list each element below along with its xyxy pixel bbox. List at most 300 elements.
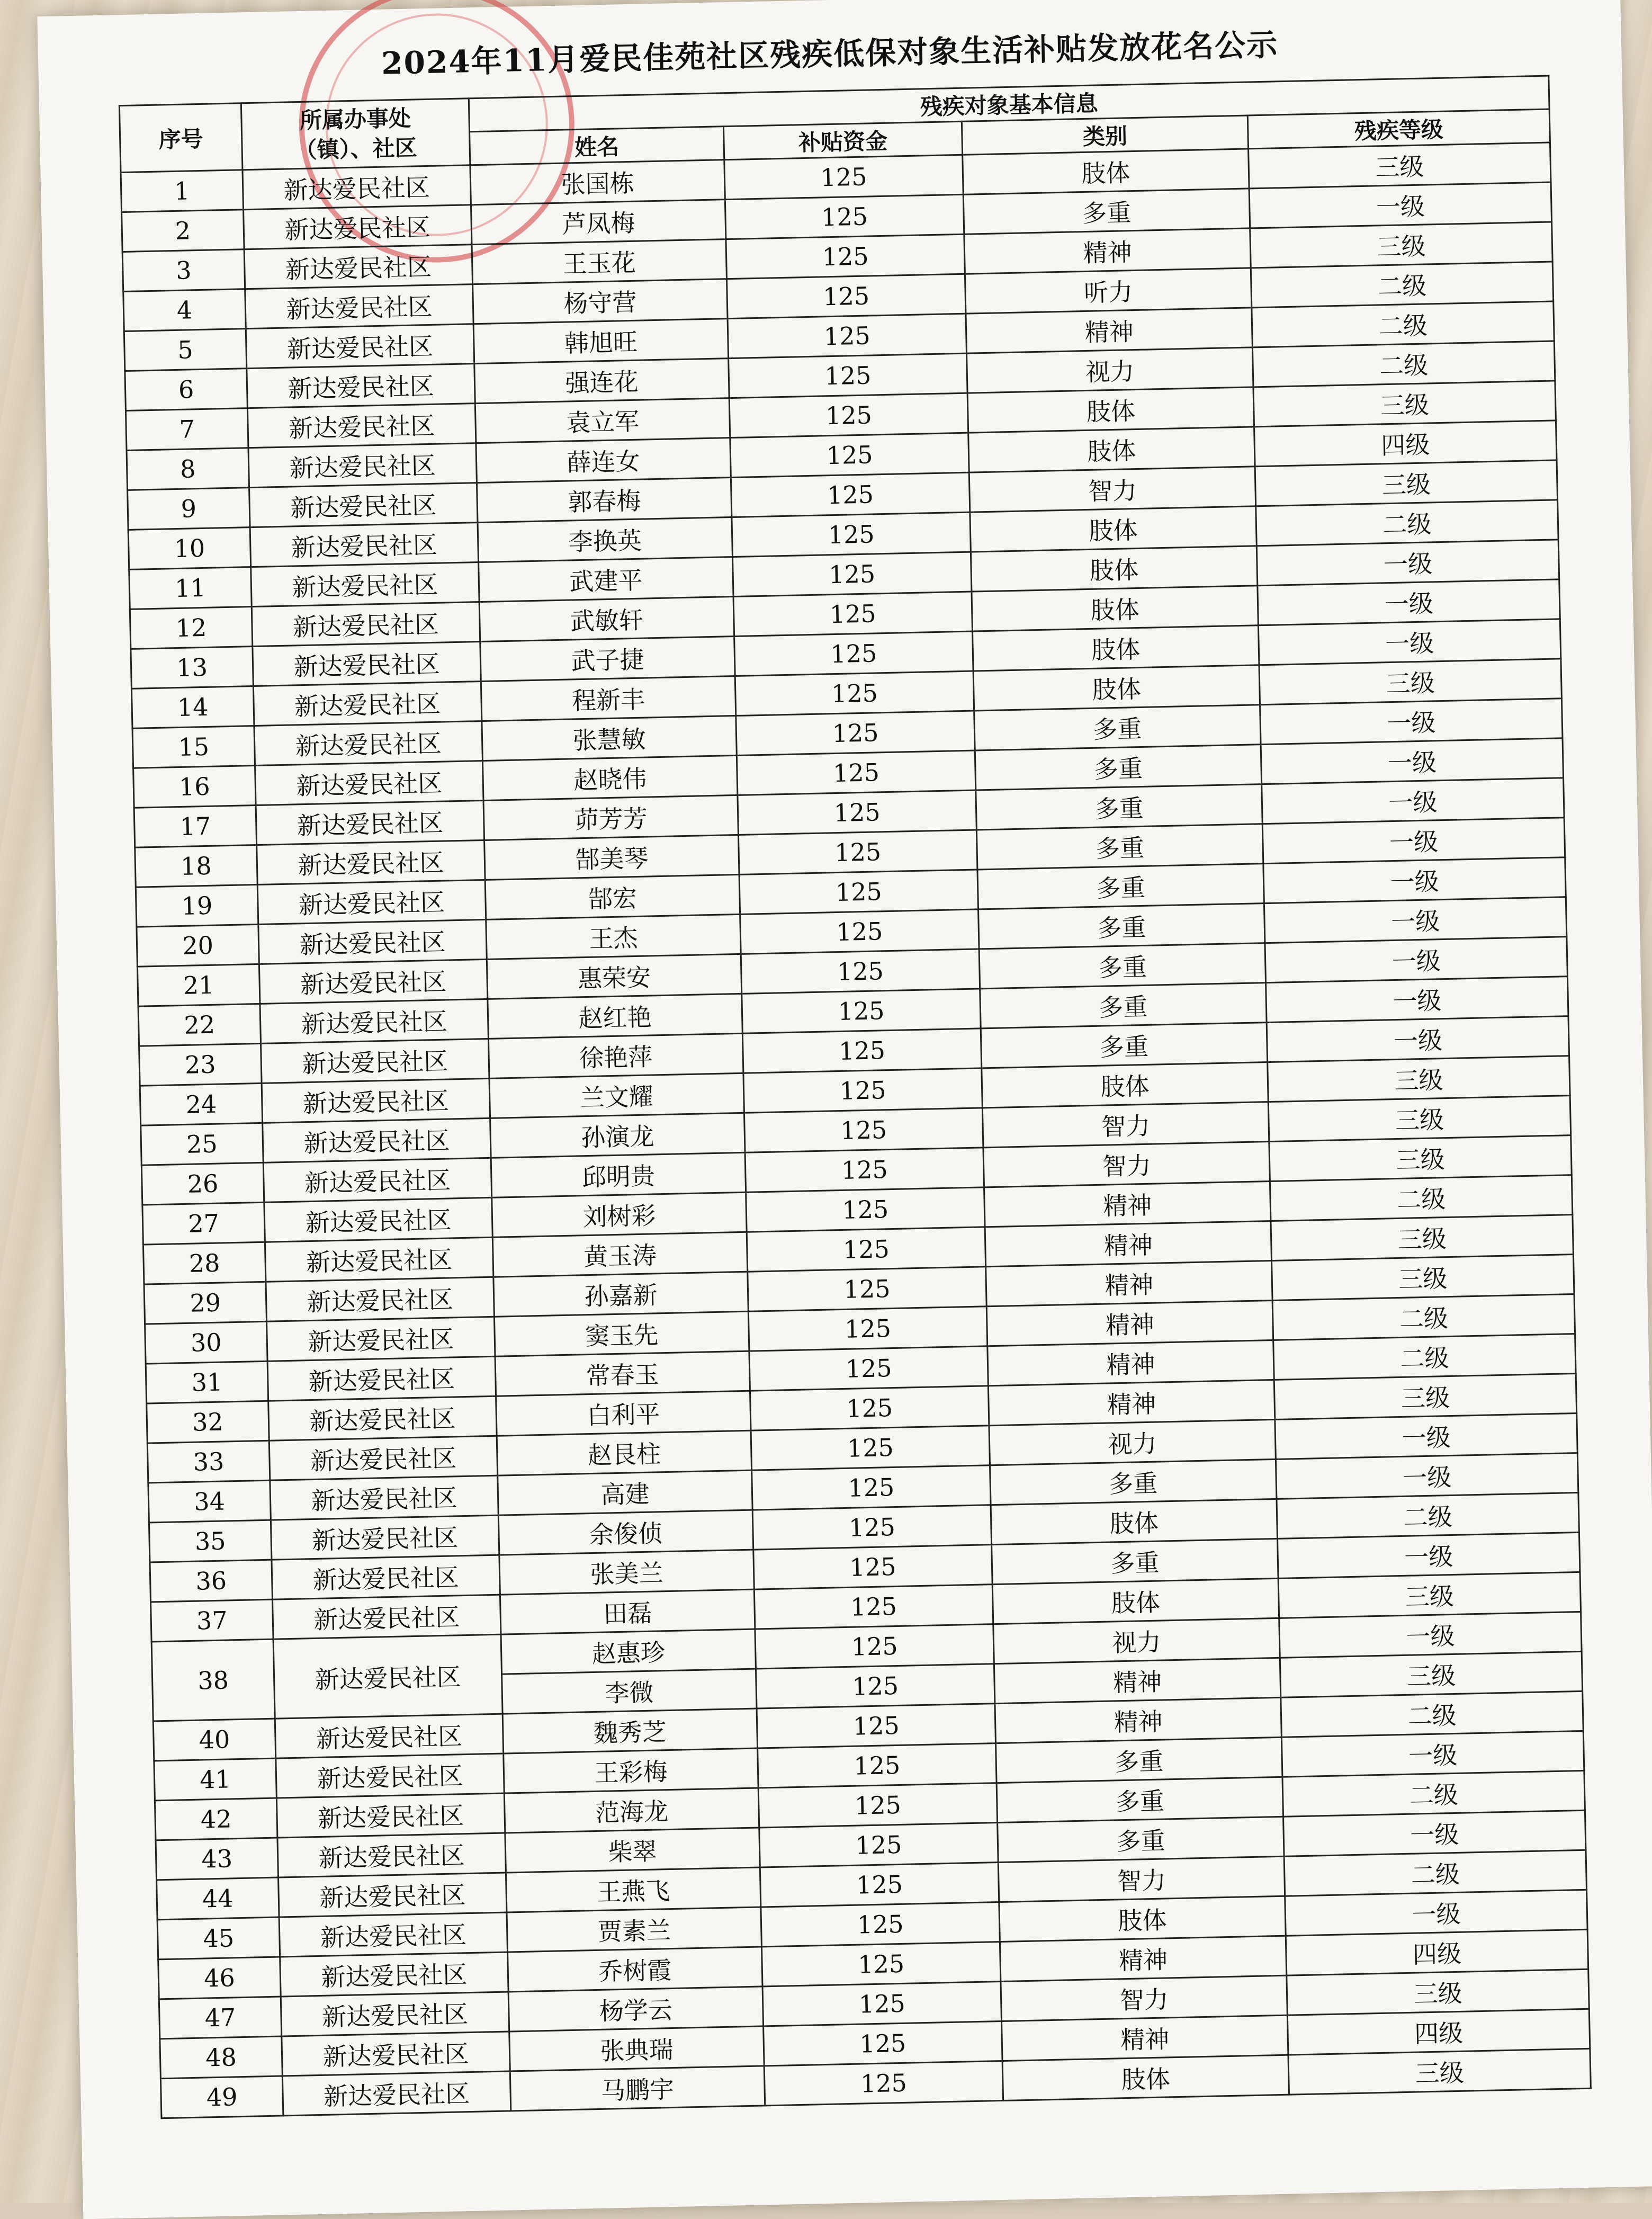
cell-level: 三级 bbox=[1274, 1374, 1576, 1420]
cell-fund: 125 bbox=[738, 790, 976, 835]
cell-type: 多重 bbox=[992, 1538, 1278, 1584]
cell-name: 韩旭旺 bbox=[473, 319, 728, 364]
cell-office: 新达爱民社区 bbox=[258, 919, 487, 964]
cell-type: 肢体 bbox=[972, 586, 1258, 631]
cell-no: 9 bbox=[128, 488, 250, 530]
cell-level: 三级 bbox=[1253, 381, 1556, 427]
cell-type: 视力 bbox=[993, 1618, 1280, 1663]
cell-fund: 125 bbox=[761, 1942, 1000, 1987]
cell-no: 44 bbox=[157, 1877, 280, 1920]
cell-level: 三级 bbox=[1269, 1135, 1572, 1182]
subsidy-table bbox=[119, 75, 1592, 2119]
cell-no: 30 bbox=[145, 1321, 268, 1364]
cell-type: 肢体 bbox=[971, 546, 1257, 592]
cell-office: 新达爱民社区 bbox=[257, 840, 485, 884]
cell-fund: 125 bbox=[758, 1743, 996, 1788]
cell-fund: 125 bbox=[737, 750, 975, 795]
cell-office: 新达爱民社区 bbox=[273, 1595, 501, 1639]
cell-level: 三级 bbox=[1272, 1255, 1574, 1301]
header-office-line1: 所属办事处 bbox=[299, 105, 411, 133]
cell-office: 新达爱民社区 bbox=[249, 483, 478, 527]
cell-type: 多重 bbox=[977, 864, 1264, 909]
header-fund: 补贴资金 bbox=[723, 121, 962, 159]
cell-type: 多重 bbox=[998, 1817, 1284, 1862]
cell-type: 肢体 bbox=[963, 149, 1249, 194]
cell-fund: 125 bbox=[751, 1426, 990, 1470]
cell-type: 肢体 bbox=[970, 506, 1256, 552]
cell-name: 赵红艳 bbox=[488, 994, 742, 1039]
cell-no: 8 bbox=[127, 448, 249, 490]
cell-no: 14 bbox=[131, 686, 254, 729]
cell-level: 四级 bbox=[1254, 420, 1557, 467]
cell-office: 新达爱民社区 bbox=[247, 404, 475, 448]
cell-office: 新达爱民社区 bbox=[252, 602, 480, 647]
cell-office: 新达爱民社区 bbox=[248, 443, 477, 488]
cell-level: 一级 bbox=[1256, 540, 1559, 586]
cell-fund: 125 bbox=[729, 353, 967, 398]
cell-type: 多重 bbox=[976, 824, 1263, 870]
cell-name: 武子捷 bbox=[480, 636, 735, 681]
cell-level: 二级 bbox=[1251, 262, 1553, 308]
cell-level: 三级 bbox=[1288, 2048, 1591, 2095]
cell-level: 二级 bbox=[1273, 1334, 1576, 1380]
cell-name: 赵惠珍 bbox=[501, 1629, 756, 1674]
cell-type: 肢体 bbox=[968, 427, 1255, 472]
cell-fund: 125 bbox=[752, 1505, 991, 1550]
cell-name: 芦凤梅 bbox=[471, 200, 725, 245]
cell-office: 新达爱民社区 bbox=[253, 642, 481, 686]
cell-name: 薛连女 bbox=[476, 438, 731, 483]
cell-name: 马鹏宇 bbox=[510, 2066, 765, 2111]
cell-level: 四级 bbox=[1286, 1929, 1588, 1975]
cell-name: 张典瑞 bbox=[509, 2026, 764, 2071]
cell-no: 32 bbox=[147, 1401, 270, 1443]
cell-name: 惠荣安 bbox=[487, 954, 741, 999]
cell-office: 新达爱民社区 bbox=[255, 761, 483, 806]
cell-no: 33 bbox=[147, 1440, 270, 1483]
cell-level: 一级 bbox=[1285, 1890, 1587, 1936]
header-group: 残疾对象基本信息 bbox=[469, 76, 1549, 132]
cell-office: 新达爱民社区 bbox=[244, 245, 472, 289]
cell-name: 黄玉涛 bbox=[492, 1232, 747, 1277]
cell-name: 郜宏 bbox=[485, 874, 740, 919]
cell-no: 6 bbox=[125, 369, 248, 411]
cell-office: 新达爱民社区 bbox=[281, 1992, 509, 2036]
cell-type: 精神 bbox=[988, 1380, 1274, 1425]
cell-no: 24 bbox=[140, 1083, 263, 1125]
cell-type: 精神 bbox=[1001, 2015, 1288, 2061]
cell-no: 15 bbox=[132, 726, 255, 768]
cell-office: 新达爱民社区 bbox=[269, 1436, 497, 1480]
cell-name: 郭春梅 bbox=[477, 478, 731, 523]
cell-level: 三级 bbox=[1255, 460, 1557, 506]
cell-office: 新达爱民社区 bbox=[244, 205, 472, 249]
cell-fund: 125 bbox=[759, 1823, 998, 1867]
cell-fund: 125 bbox=[761, 1902, 1000, 1947]
cell-fund: 125 bbox=[756, 1664, 994, 1708]
cell-fund: 125 bbox=[743, 1068, 982, 1113]
cell-fund: 125 bbox=[732, 552, 971, 596]
cell-no: 4 bbox=[123, 289, 246, 332]
cell-type: 多重 bbox=[981, 1023, 1267, 1068]
cell-name: 孙演龙 bbox=[490, 1113, 745, 1158]
cell-office: 新达爱民社区 bbox=[265, 1237, 493, 1282]
cell-office: 新达爱民社区 bbox=[276, 1753, 504, 1798]
cell-name: 程新丰 bbox=[481, 676, 735, 721]
cell-name: 柴翠 bbox=[505, 1828, 760, 1873]
cell-type: 多重 bbox=[996, 1777, 1283, 1822]
cell-no: 41 bbox=[154, 1758, 277, 1801]
cell-fund: 125 bbox=[748, 1307, 987, 1351]
cell-fund: 125 bbox=[726, 234, 965, 279]
cell-no: 13 bbox=[131, 647, 254, 689]
cell-level: 一级 bbox=[1266, 977, 1568, 1023]
header-level: 残疾等级 bbox=[1247, 109, 1550, 149]
cell-office: 新达爱民社区 bbox=[271, 1515, 499, 1560]
cell-no: 36 bbox=[150, 1560, 273, 1602]
cell-level: 一级 bbox=[1262, 778, 1564, 824]
cell-office: 新达爱民社区 bbox=[272, 1555, 500, 1599]
header-office bbox=[241, 99, 470, 170]
cell-level: 一级 bbox=[1278, 1532, 1580, 1578]
cell-name: 王杰 bbox=[486, 914, 741, 959]
cell-level: 三级 bbox=[1249, 142, 1551, 189]
cell-type: 多重 bbox=[996, 1737, 1282, 1783]
cell-type: 视力 bbox=[989, 1419, 1276, 1465]
cell-level: 二级 bbox=[1256, 500, 1558, 546]
cell-name: 赵晓伟 bbox=[482, 755, 737, 800]
cell-fund: 125 bbox=[752, 1465, 991, 1510]
cell-level: 一级 bbox=[1283, 1810, 1586, 1856]
cell-office: 新达爱民社区 bbox=[275, 1714, 503, 1758]
cell-level: 三级 bbox=[1278, 1572, 1581, 1618]
cell-name: 魏秀芝 bbox=[502, 1708, 757, 1753]
cell-fund: 125 bbox=[742, 1028, 981, 1073]
cell-level: 一级 bbox=[1263, 857, 1566, 903]
cell-level: 一级 bbox=[1262, 818, 1565, 864]
cell-fund: 125 bbox=[740, 909, 979, 954]
cell-level: 一级 bbox=[1261, 738, 1563, 784]
cell-fund: 125 bbox=[728, 314, 966, 358]
document-sheet bbox=[37, 0, 1652, 2219]
cell-fund: 125 bbox=[748, 1267, 986, 1311]
cell-type: 肢体 bbox=[1002, 2055, 1289, 2100]
cell-type: 精神 bbox=[986, 1261, 1272, 1307]
cell-fund: 125 bbox=[736, 711, 975, 755]
cell-no: 26 bbox=[141, 1162, 264, 1205]
cell-no: 20 bbox=[137, 924, 259, 967]
cell-type: 肢体 bbox=[973, 625, 1259, 671]
cell-level: 三级 bbox=[1268, 1056, 1570, 1102]
cell-no: 38 bbox=[151, 1639, 275, 1721]
cell-office: 新达爱民社区 bbox=[282, 2071, 510, 2116]
cell-name: 杨守营 bbox=[473, 279, 728, 324]
cell-name: 乔树霞 bbox=[508, 1947, 762, 1992]
cell-no: 23 bbox=[139, 1043, 262, 1086]
cell-office: 新达爱民社区 bbox=[260, 999, 488, 1043]
cell-level: 三级 bbox=[1268, 1096, 1570, 1142]
cell-office: 新达爱民社区 bbox=[268, 1396, 497, 1440]
cell-fund: 125 bbox=[741, 949, 980, 994]
cell-no: 27 bbox=[142, 1202, 265, 1245]
cell-level: 三级 bbox=[1280, 1651, 1582, 1697]
cell-name: 王彩梅 bbox=[504, 1748, 758, 1793]
cell-name: 白利平 bbox=[496, 1391, 751, 1436]
cell-name: 田磊 bbox=[500, 1589, 755, 1634]
cell-office: 新达爱民社区 bbox=[257, 880, 486, 924]
cell-office: 新达爱民社区 bbox=[251, 562, 479, 607]
cell-office: 新达爱民社区 bbox=[263, 1118, 491, 1162]
cell-type: 多重 bbox=[979, 943, 1265, 989]
cell-fund: 125 bbox=[744, 1108, 983, 1152]
cell-type: 智力 bbox=[983, 1142, 1270, 1187]
cell-no: 22 bbox=[138, 1004, 261, 1046]
cell-no: 46 bbox=[158, 1957, 281, 1999]
cell-type: 肢体 bbox=[992, 1578, 1279, 1624]
cell-office: 新达爱民社区 bbox=[247, 364, 475, 408]
cell-office: 新达爱民社区 bbox=[259, 959, 487, 1004]
cell-type: 听力 bbox=[965, 268, 1251, 314]
cell-type: 精神 bbox=[1000, 1936, 1286, 1981]
cell-no: 47 bbox=[159, 1997, 282, 2039]
cell-level: 三级 bbox=[1259, 659, 1561, 705]
cell-office: 新达爱民社区 bbox=[266, 1277, 494, 1321]
cell-fund: 125 bbox=[735, 671, 974, 715]
cell-office: 新达爱民社区 bbox=[245, 284, 473, 329]
cell-fund: 125 bbox=[758, 1783, 997, 1828]
cell-level: 一级 bbox=[1260, 699, 1563, 745]
cell-fund: 125 bbox=[730, 433, 969, 477]
cell-fund: 125 bbox=[724, 155, 963, 199]
cell-no: 10 bbox=[128, 527, 251, 570]
cell-no: 18 bbox=[135, 845, 258, 887]
cell-level: 一级 bbox=[1267, 1016, 1569, 1062]
cell-name: 孙嘉新 bbox=[493, 1272, 748, 1317]
cell-name: 强连花 bbox=[474, 359, 729, 404]
cell-type: 视力 bbox=[967, 347, 1253, 393]
cell-type: 精神 bbox=[986, 1300, 1273, 1346]
cell-name: 李微 bbox=[502, 1669, 757, 1714]
cell-no: 37 bbox=[151, 1599, 274, 1642]
cell-office: 新达爱民社区 bbox=[279, 1912, 507, 1957]
cell-fund: 125 bbox=[762, 1982, 1001, 2026]
cell-fund: 125 bbox=[733, 592, 972, 636]
cell-office: 新达爱民社区 bbox=[280, 1952, 508, 1997]
cell-office: 新达爱民社区 bbox=[267, 1317, 495, 1361]
cell-name: 李换英 bbox=[478, 517, 732, 562]
cell-name: 刘树彩 bbox=[492, 1192, 747, 1237]
cell-fund: 125 bbox=[734, 631, 973, 676]
table-body bbox=[121, 142, 1591, 2118]
cell-no: 35 bbox=[149, 1520, 272, 1562]
cell-fund: 125 bbox=[757, 1704, 995, 1748]
cell-fund: 125 bbox=[729, 393, 968, 437]
cell-no: 28 bbox=[143, 1242, 266, 1284]
cell-name: 张慧敏 bbox=[482, 715, 737, 760]
cell-name: 王燕飞 bbox=[506, 1867, 760, 1912]
cell-name: 王玉花 bbox=[472, 239, 726, 284]
cell-type: 精神 bbox=[994, 1658, 1280, 1703]
cell-level: 三级 bbox=[1287, 1969, 1589, 2015]
cell-type: 多重 bbox=[976, 784, 1262, 830]
cell-no: 48 bbox=[160, 2036, 283, 2079]
cell-office: 新达爱民社区 bbox=[256, 800, 484, 845]
cell-name: 窦玉先 bbox=[494, 1311, 749, 1356]
cell-level: 一级 bbox=[1276, 1453, 1578, 1499]
cell-no: 40 bbox=[153, 1719, 276, 1761]
cell-level: 二级 bbox=[1272, 1294, 1575, 1340]
cell-name: 郜美琴 bbox=[484, 835, 739, 880]
cell-office: 新达爱民社区 bbox=[253, 682, 481, 726]
cell-type: 肢体 bbox=[991, 1499, 1277, 1544]
cell-level: 二级 bbox=[1282, 1770, 1585, 1817]
cell-office: 新达爱民社区 bbox=[254, 721, 482, 766]
cell-type: 智力 bbox=[982, 1102, 1269, 1148]
cell-type: 多重 bbox=[978, 903, 1265, 949]
cell-fund: 125 bbox=[725, 194, 964, 239]
cell-office: 新达爱民社区 bbox=[262, 1078, 490, 1123]
cell-fund: 125 bbox=[745, 1148, 984, 1192]
cell-level: 一级 bbox=[1249, 182, 1551, 228]
cell-type: 多重 bbox=[963, 189, 1250, 234]
cell-name: 张美兰 bbox=[499, 1550, 754, 1595]
cell-no: 31 bbox=[146, 1361, 268, 1403]
cell-level: 三级 bbox=[1271, 1215, 1573, 1261]
cell-fund: 125 bbox=[731, 472, 969, 517]
cell-name: 赵艮柱 bbox=[497, 1430, 751, 1475]
cell-level: 二级 bbox=[1252, 301, 1554, 347]
cell-type: 肢体 bbox=[999, 1896, 1286, 1941]
cell-name: 武建平 bbox=[479, 557, 733, 602]
cell-no: 49 bbox=[160, 2076, 283, 2118]
cell-type: 精神 bbox=[984, 1182, 1271, 1227]
cell-no: 5 bbox=[124, 329, 247, 371]
cell-level: 二级 bbox=[1270, 1175, 1572, 1221]
cell-no: 2 bbox=[122, 210, 245, 252]
cell-type: 精神 bbox=[995, 1697, 1281, 1743]
cell-name: 高建 bbox=[498, 1470, 752, 1515]
cell-no: 16 bbox=[133, 766, 256, 808]
cell-fund: 125 bbox=[754, 1585, 993, 1629]
cell-office: 新达爱民社区 bbox=[246, 324, 474, 369]
cell-office: 新达爱民社区 bbox=[264, 1197, 492, 1242]
cell-level: 二级 bbox=[1277, 1492, 1579, 1538]
cell-name: 兰文耀 bbox=[489, 1073, 744, 1118]
cell-name: 贾素兰 bbox=[507, 1907, 761, 1952]
cell-office: 新达爱民社区 bbox=[276, 1793, 505, 1838]
cell-name: 范海龙 bbox=[504, 1788, 759, 1833]
cell-name: 袁立军 bbox=[475, 398, 730, 443]
header-office-line2: （镇）、社区 bbox=[294, 134, 418, 163]
header-no: 序号 bbox=[119, 103, 243, 173]
cell-no: 21 bbox=[137, 964, 260, 1006]
document-title: 2024年11月爱民佳苑社区残疾低保对象生活补贴发放花名公示 bbox=[381, 26, 1279, 82]
cell-type: 肢体 bbox=[982, 1062, 1268, 1108]
cell-office: 新达爱民社区 bbox=[277, 1833, 506, 1877]
cell-type: 多重 bbox=[975, 745, 1261, 790]
cell-type: 精神 bbox=[985, 1221, 1271, 1267]
cell-fund: 125 bbox=[732, 512, 971, 557]
cell-type: 精神 bbox=[964, 228, 1251, 274]
cell-name: 武敏轩 bbox=[479, 597, 734, 642]
cell-office: 新达爱民社区 bbox=[279, 1873, 507, 1917]
cell-level: 四级 bbox=[1287, 2009, 1590, 2055]
cell-office: 新达爱民社区 bbox=[270, 1475, 498, 1520]
cell-type: 肢体 bbox=[973, 665, 1260, 711]
cell-no: 45 bbox=[157, 1917, 280, 1959]
cell-fund: 125 bbox=[739, 870, 978, 914]
cell-fund: 125 bbox=[749, 1346, 988, 1391]
cell-name: 茆芳芳 bbox=[483, 795, 738, 840]
cell-no: 19 bbox=[136, 884, 258, 927]
cell-no: 3 bbox=[122, 249, 245, 292]
cell-level: 一级 bbox=[1275, 1413, 1577, 1459]
cell-fund: 125 bbox=[746, 1187, 985, 1232]
cell-type: 多重 bbox=[980, 983, 1267, 1028]
cell-fund: 125 bbox=[753, 1545, 992, 1589]
cell-fund: 125 bbox=[747, 1227, 985, 1272]
cell-type: 智力 bbox=[1001, 1975, 1287, 2021]
cell-fund: 125 bbox=[764, 2021, 1002, 2065]
cell-office: 新达爱民社区 bbox=[273, 1634, 502, 1719]
cell-level: 一级 bbox=[1265, 937, 1567, 983]
cell-type: 肢体 bbox=[967, 387, 1254, 433]
cell-no: 34 bbox=[148, 1480, 271, 1523]
cell-level: 二级 bbox=[1284, 1850, 1586, 1896]
cell-no: 12 bbox=[130, 607, 253, 649]
cell-type: 精神 bbox=[966, 308, 1252, 353]
cell-type: 智力 bbox=[969, 467, 1255, 512]
cell-name: 张国栋 bbox=[470, 160, 725, 205]
cell-level: 一级 bbox=[1264, 897, 1566, 943]
cell-fund: 125 bbox=[755, 1624, 994, 1669]
cell-type: 多重 bbox=[974, 705, 1261, 750]
cell-office: 新达爱民社区 bbox=[261, 1039, 489, 1083]
header-type: 类别 bbox=[962, 115, 1248, 155]
cell-type: 多重 bbox=[990, 1459, 1277, 1505]
cell-level: 一级 bbox=[1258, 619, 1560, 665]
cell-level: 三级 bbox=[1250, 222, 1552, 268]
cell-name: 邱明贵 bbox=[491, 1152, 746, 1197]
cell-no: 17 bbox=[134, 805, 257, 847]
cell-fund: 125 bbox=[750, 1386, 989, 1430]
cell-no: 7 bbox=[125, 408, 248, 451]
cell-office: 新达爱民社区 bbox=[282, 2032, 510, 2076]
cell-fund: 125 bbox=[760, 1863, 999, 1907]
cell-name: 常春玉 bbox=[495, 1351, 750, 1396]
cell-office: 新达爱民社区 bbox=[243, 165, 471, 210]
cell-level: 一级 bbox=[1281, 1731, 1584, 1777]
cell-no: 29 bbox=[144, 1282, 267, 1324]
cell-no: 25 bbox=[141, 1123, 264, 1165]
cell-level: 一级 bbox=[1258, 579, 1560, 625]
cell-fund: 125 bbox=[764, 2061, 1003, 2105]
cell-name: 余俊侦 bbox=[498, 1510, 753, 1555]
cell-office: 新达爱民社区 bbox=[250, 523, 478, 567]
cell-name: 杨学云 bbox=[508, 1987, 763, 2032]
cell-fund: 125 bbox=[726, 274, 965, 318]
cell-fund: 125 bbox=[742, 989, 981, 1033]
cell-type: 精神 bbox=[987, 1340, 1274, 1385]
cell-no: 43 bbox=[156, 1838, 279, 1880]
cell-office: 新达爱民社区 bbox=[263, 1158, 491, 1202]
cell-no: 1 bbox=[121, 170, 244, 212]
cell-no: 11 bbox=[129, 567, 252, 610]
cell-name: 徐艳萍 bbox=[488, 1033, 743, 1078]
cell-fund: 125 bbox=[738, 830, 977, 874]
cell-level: 一级 bbox=[1279, 1612, 1582, 1658]
cell-no: 42 bbox=[155, 1798, 277, 1840]
